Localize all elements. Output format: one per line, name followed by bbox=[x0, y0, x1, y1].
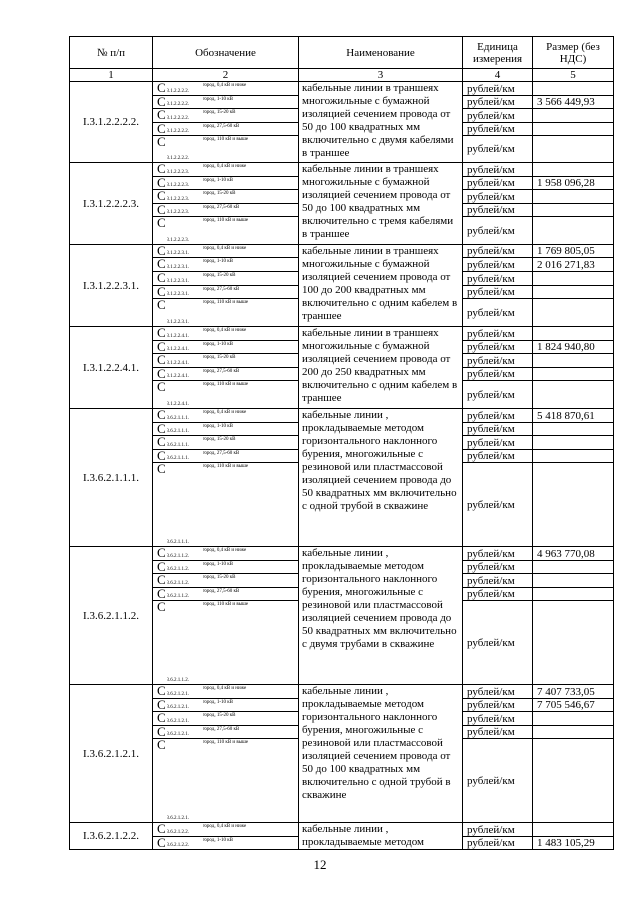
value-cell bbox=[533, 823, 614, 837]
header-designation: Обозначение bbox=[153, 37, 299, 69]
designation-symbol: С bbox=[153, 450, 167, 463]
item-name: кабельные линии , прокладываемые методом горизонтального наклонного бурения, многожильные с резиновой или пластмассовой изоляцией сечением провода от 50 до 100 квадратных мм включительно с одной трубой в скважине bbox=[299, 685, 463, 823]
value-cell bbox=[533, 561, 614, 574]
col-index: 5 bbox=[533, 69, 614, 82]
designation-symbol: С bbox=[153, 423, 167, 436]
designation-symbol: С bbox=[153, 245, 167, 258]
item-number: I.3.6.2.1.1.1. bbox=[70, 409, 153, 547]
designation-voltage: город, 110 кВ и выше bbox=[203, 217, 299, 245]
designation-symbol: С bbox=[153, 299, 167, 327]
designation-code: 3.1.2.2.2.3. bbox=[167, 190, 203, 204]
designation-symbol: С bbox=[153, 341, 167, 354]
designation-voltage: город, 15-20 кВ bbox=[203, 109, 299, 123]
designation-voltage: город, 27,5-60 кВ bbox=[203, 726, 299, 739]
unit-cell: рублей/км bbox=[463, 450, 533, 463]
designation-voltage: город, 0,4 кВ и ниже bbox=[203, 409, 299, 423]
col-index: 2 bbox=[153, 69, 299, 82]
designation-code: 3.6.2.1.2.1. bbox=[167, 712, 203, 726]
designation-symbol: С bbox=[153, 601, 167, 685]
designation-symbol: С bbox=[153, 217, 167, 245]
unit-cell: рублей/км bbox=[463, 272, 533, 286]
designation-voltage: город, 15-20 кВ bbox=[203, 354, 299, 368]
unit-cell: рублей/км bbox=[463, 368, 533, 381]
designation-code: 3.6.2.1.1.1. bbox=[167, 423, 203, 436]
designation-voltage: город, 110 кВ и выше bbox=[203, 739, 299, 823]
unit-cell: рублей/км bbox=[463, 163, 533, 177]
unit-cell: рублей/км bbox=[463, 574, 533, 588]
unit-cell: рублей/км bbox=[463, 123, 533, 136]
table-row bbox=[70, 163, 614, 177]
item-name: кабельные линии , прокладываемые методом bbox=[299, 823, 463, 850]
designation-code: 3.6.2.1.2.1. bbox=[167, 685, 203, 699]
designation-voltage: город, 110 кВ и выше bbox=[203, 299, 299, 327]
value-cell bbox=[533, 163, 614, 177]
designation-symbol: С bbox=[153, 561, 167, 574]
value-cell bbox=[533, 204, 614, 217]
designation-symbol: С bbox=[153, 163, 167, 177]
designation-code: 3.1.2.2.3.1. bbox=[167, 245, 203, 258]
value-cell: 5 418 870,61 bbox=[533, 409, 614, 423]
unit-cell: рублей/км bbox=[463, 177, 533, 190]
tariff-table bbox=[69, 36, 614, 850]
unit-cell: рублей/км bbox=[463, 837, 533, 850]
unit-cell: рублей/км bbox=[463, 436, 533, 450]
value-cell bbox=[533, 436, 614, 450]
value-cell bbox=[533, 286, 614, 299]
value-cell bbox=[533, 368, 614, 381]
designation-code: 3.6.2.1.1.2. bbox=[167, 601, 203, 685]
designation-symbol: С bbox=[153, 368, 167, 381]
designation-code: 3.6.2.1.2.2. bbox=[167, 837, 203, 850]
designation-symbol: С bbox=[153, 354, 167, 368]
unit-cell: рублей/км bbox=[463, 286, 533, 299]
designation-voltage: город, 15-20 кВ bbox=[203, 190, 299, 204]
table-row bbox=[70, 823, 614, 837]
col-index: 1 bbox=[70, 69, 153, 82]
designation-symbol: С bbox=[153, 574, 167, 588]
designation-symbol: С bbox=[153, 739, 167, 823]
designation-code: 3.1.2.2.2.3. bbox=[167, 217, 203, 245]
designation-symbol: С bbox=[153, 177, 167, 190]
unit-cell: рублей/км bbox=[463, 354, 533, 368]
designation-voltage: город, 110 кВ и выше bbox=[203, 463, 299, 547]
unit-cell: рублей/км bbox=[463, 327, 533, 341]
designation-voltage: город, 15-20 кВ bbox=[203, 272, 299, 286]
designation-voltage: город, 15-20 кВ bbox=[203, 712, 299, 726]
unit-cell: рублей/км bbox=[463, 190, 533, 204]
designation-symbol: С bbox=[153, 837, 167, 850]
unit-cell: рублей/км bbox=[463, 299, 533, 327]
designation-code: 3.6.2.1.1.2. bbox=[167, 561, 203, 574]
designation-symbol: С bbox=[153, 82, 167, 96]
value-cell bbox=[533, 574, 614, 588]
unit-cell: рублей/км bbox=[463, 96, 533, 109]
designation-code: 3.1.2.2.2.3. bbox=[167, 204, 203, 217]
designation-voltage: город, 1-10 кВ bbox=[203, 96, 299, 109]
designation-symbol: С bbox=[153, 712, 167, 726]
value-cell: 1 483 105,29 bbox=[533, 837, 614, 850]
designation-symbol: С bbox=[153, 588, 167, 601]
unit-cell: рублей/км bbox=[463, 381, 533, 409]
unit-cell: рублей/км bbox=[463, 601, 533, 685]
designation-voltage: город, 27,5-60 кВ bbox=[203, 123, 299, 136]
designation-code: 3.1.2.2.2.3. bbox=[167, 163, 203, 177]
value-cell bbox=[533, 726, 614, 739]
designation-symbol: С bbox=[153, 123, 167, 136]
item-number: I.3.1.2.2.4.1. bbox=[70, 327, 153, 409]
designation-voltage: город, 1-10 кВ bbox=[203, 561, 299, 574]
designation-voltage: город, 110 кВ и выше bbox=[203, 381, 299, 409]
designation-symbol: С bbox=[153, 685, 167, 699]
value-cell: 4 963 770,08 bbox=[533, 547, 614, 561]
designation-code: 3.1.2.2.2.2. bbox=[167, 109, 203, 123]
col-index: 4 bbox=[463, 69, 533, 82]
table-row bbox=[70, 409, 614, 423]
designation-symbol: С bbox=[153, 136, 167, 163]
designation-voltage: город, 27,5-60 кВ bbox=[203, 204, 299, 217]
value-cell bbox=[533, 217, 614, 245]
designation-voltage: город, 0,4 кВ и ниже bbox=[203, 547, 299, 561]
col-index: 3 bbox=[299, 69, 463, 82]
designation-symbol: С bbox=[153, 204, 167, 217]
value-cell bbox=[533, 354, 614, 368]
designation-symbol: С bbox=[153, 726, 167, 739]
designation-voltage: город, 27,5-60 кВ bbox=[203, 588, 299, 601]
designation-symbol: С bbox=[153, 463, 167, 547]
designation-voltage: город, 0,4 кВ и ниже bbox=[203, 685, 299, 699]
designation-voltage: город, 110 кВ и выше bbox=[203, 136, 299, 163]
designation-symbol: С bbox=[153, 258, 167, 272]
tariff-document bbox=[69, 36, 613, 850]
value-cell: 1 824 940,80 bbox=[533, 341, 614, 354]
table-row bbox=[70, 327, 614, 341]
designation-voltage: город, 15-20 кВ bbox=[203, 436, 299, 450]
designation-code: 3.1.2.2.4.1. bbox=[167, 341, 203, 354]
designation-code: 3.1.2.2.3.1. bbox=[167, 299, 203, 327]
value-cell bbox=[533, 423, 614, 436]
designation-code: 3.1.2.2.4.1. bbox=[167, 368, 203, 381]
value-cell bbox=[533, 190, 614, 204]
item-name: кабельные линии , прокладываемые методом горизонтального наклонного бурения, многожильные с резиновой или пластмассовой изоляцией сечением провода до 50 квадратных мм включительно с одной трубой в скважине bbox=[299, 409, 463, 547]
designation-voltage: город, 0,4 кВ и ниже bbox=[203, 327, 299, 341]
value-cell bbox=[533, 739, 614, 823]
designation-code: 3.1.2.2.3.1. bbox=[167, 286, 203, 299]
header-unit: Единица измерения bbox=[463, 37, 533, 69]
item-number: I.3.1.2.2.2.2. bbox=[70, 82, 153, 163]
designation-symbol: С bbox=[153, 272, 167, 286]
value-cell: 1 769 805,05 bbox=[533, 245, 614, 258]
designation-symbol: С bbox=[153, 409, 167, 423]
unit-cell: рублей/км bbox=[463, 561, 533, 574]
designation-code: 3.1.2.2.2.2. bbox=[167, 82, 203, 96]
designation-voltage: город, 27,5-60 кВ bbox=[203, 450, 299, 463]
item-name: кабельные линии в траншеях многожильные с бумажной изоляцией сечением провода от 50 до 100 квадратных мм включительно с тремя кабелями в траншее bbox=[299, 163, 463, 245]
unit-cell: рублей/км bbox=[463, 463, 533, 547]
unit-cell: рублей/км bbox=[463, 712, 533, 726]
designation-voltage: город, 1-10 кВ bbox=[203, 258, 299, 272]
designation-code: 3.1.2.2.3.1. bbox=[167, 258, 203, 272]
value-cell bbox=[533, 82, 614, 96]
value-cell bbox=[533, 327, 614, 341]
value-cell: 1 958 096,28 bbox=[533, 177, 614, 190]
value-cell: 3 566 449,93 bbox=[533, 96, 614, 109]
designation-symbol: С bbox=[153, 96, 167, 109]
designation-voltage: город, 0,4 кВ и ниже bbox=[203, 245, 299, 258]
designation-code: 3.1.2.2.4.1. bbox=[167, 354, 203, 368]
item-number: I.3.1.2.2.3.1. bbox=[70, 245, 153, 327]
unit-cell: рублей/км bbox=[463, 136, 533, 163]
item-name: кабельные линии в траншеях многожильные с бумажной изоляцией сечением провода от 200 до 250 квадратных мм включительно с одним кабелем в траншее bbox=[299, 327, 463, 409]
item-number: I.3.6.2.1.1.2. bbox=[70, 547, 153, 685]
unit-cell: рублей/км bbox=[463, 204, 533, 217]
value-cell: 7 705 546,67 bbox=[533, 699, 614, 712]
designation-code: 3.6.2.1.2.2. bbox=[167, 823, 203, 837]
designation-voltage: город, 27,5-60 кВ bbox=[203, 286, 299, 299]
value-cell bbox=[533, 136, 614, 163]
designation-code: 3.6.2.1.1.2. bbox=[167, 574, 203, 588]
designation-code: 3.1.2.2.2.2. bbox=[167, 96, 203, 109]
designation-symbol: С bbox=[153, 381, 167, 409]
value-cell bbox=[533, 272, 614, 286]
value-cell bbox=[533, 299, 614, 327]
designation-code: 3.6.2.1.1.2. bbox=[167, 547, 203, 561]
designation-symbol: С bbox=[153, 286, 167, 299]
unit-cell: рублей/км bbox=[463, 245, 533, 258]
designation-symbol: С bbox=[153, 547, 167, 561]
unit-cell: рублей/км bbox=[463, 109, 533, 123]
designation-code: 3.6.2.1.2.1. bbox=[167, 739, 203, 823]
unit-cell: рублей/км bbox=[463, 588, 533, 601]
designation-voltage: город, 27,5-60 кВ bbox=[203, 368, 299, 381]
table-row bbox=[70, 82, 614, 96]
unit-cell: рублей/км bbox=[463, 258, 533, 272]
designation-code: 3.6.2.1.1.1. bbox=[167, 436, 203, 450]
unit-cell: рублей/км bbox=[463, 341, 533, 354]
unit-cell: рублей/км bbox=[463, 685, 533, 699]
item-name: кабельные линии в траншеях многожильные с бумажной изоляцией сечением провода от 100 до 200 квадратных мм включительно с одним кабелем в траншее bbox=[299, 245, 463, 327]
unit-cell: рублей/км bbox=[463, 739, 533, 823]
table-row bbox=[70, 685, 614, 699]
item-number: I.3.6.2.1.2.2. bbox=[70, 823, 153, 850]
value-cell bbox=[533, 123, 614, 136]
designation-voltage: город, 0,4 кВ и ниже bbox=[203, 82, 299, 96]
designation-code: 3.1.2.2.4.1. bbox=[167, 381, 203, 409]
unit-cell: рублей/км bbox=[463, 823, 533, 837]
unit-cell: рублей/км bbox=[463, 82, 533, 96]
designation-code: 3.6.2.1.2.1. bbox=[167, 726, 203, 739]
designation-voltage: город, 1-10 кВ bbox=[203, 423, 299, 436]
value-cell bbox=[533, 712, 614, 726]
designation-code: 3.6.2.1.1.1. bbox=[167, 409, 203, 423]
unit-cell: рублей/км bbox=[463, 699, 533, 712]
header-name: Наименование bbox=[299, 37, 463, 69]
designation-voltage: город, 1-10 кВ bbox=[203, 837, 299, 850]
value-cell bbox=[533, 588, 614, 601]
unit-cell: рублей/км bbox=[463, 423, 533, 436]
designation-code: 3.6.2.1.2.1. bbox=[167, 699, 203, 712]
value-cell: 7 407 733,05 bbox=[533, 685, 614, 699]
unit-cell: рублей/км bbox=[463, 409, 533, 423]
designation-code: 3.1.2.2.2.2. bbox=[167, 123, 203, 136]
table-row bbox=[70, 245, 614, 258]
unit-cell: рублей/км bbox=[463, 726, 533, 739]
page-number: 12 bbox=[313, 857, 327, 872]
designation-voltage: город, 0,4 кВ и ниже bbox=[203, 823, 299, 837]
designation-symbol: С bbox=[153, 190, 167, 204]
designation-voltage: город, 1-10 кВ bbox=[203, 699, 299, 712]
header-num: № п/п bbox=[70, 37, 153, 69]
value-cell bbox=[533, 381, 614, 409]
unit-cell: рублей/км bbox=[463, 547, 533, 561]
designation-symbol: С bbox=[153, 823, 167, 837]
value-cell bbox=[533, 601, 614, 685]
designation-symbol: С bbox=[153, 436, 167, 450]
designation-symbol: С bbox=[153, 109, 167, 123]
value-cell bbox=[533, 450, 614, 463]
value-cell bbox=[533, 463, 614, 547]
value-cell: 2 016 271,83 bbox=[533, 258, 614, 272]
header-size: Размер (без НДС) bbox=[533, 37, 614, 69]
value-cell bbox=[533, 109, 614, 123]
designation-voltage: город, 1-10 кВ bbox=[203, 177, 299, 190]
designation-code: 3.1.2.2.3.1. bbox=[167, 272, 203, 286]
item-number: I.3.6.2.1.2.1. bbox=[70, 685, 153, 823]
item-name: кабельные линии в траншеях многожильные с бумажной изоляцией сечением провода от 50 до 100 квадратных мм включительно с двумя кабелями в траншее bbox=[299, 82, 463, 163]
designation-voltage: город, 110 кВ и выше bbox=[203, 601, 299, 685]
designation-voltage: город, 1-10 кВ bbox=[203, 341, 299, 354]
designation-code: 3.6.2.1.1.1. bbox=[167, 463, 203, 547]
designation-voltage: город, 15-20 кВ bbox=[203, 574, 299, 588]
table-body bbox=[70, 82, 614, 850]
designation-code: 3.6.2.1.1.1. bbox=[167, 450, 203, 463]
designation-symbol: С bbox=[153, 699, 167, 712]
item-number: I.3.1.2.2.2.3. bbox=[70, 163, 153, 245]
table-row bbox=[70, 547, 614, 561]
item-name: кабельные линии , прокладываемые методом горизонтального наклонного бурения, многожильные с резиновой или пластмассовой изоляцией сечением провода до 50 квадратных мм включительно с двумя трубами в скважине bbox=[299, 547, 463, 685]
designation-code: 3.1.2.2.2.2. bbox=[167, 136, 203, 163]
designation-code: 3.6.2.1.1.2. bbox=[167, 588, 203, 601]
designation-symbol: С bbox=[153, 327, 167, 341]
designation-voltage: город, 0,4 кВ и ниже bbox=[203, 163, 299, 177]
designation-code: 3.1.2.2.4.1. bbox=[167, 327, 203, 341]
unit-cell: рублей/км bbox=[463, 217, 533, 245]
designation-code: 3.1.2.2.2.3. bbox=[167, 177, 203, 190]
